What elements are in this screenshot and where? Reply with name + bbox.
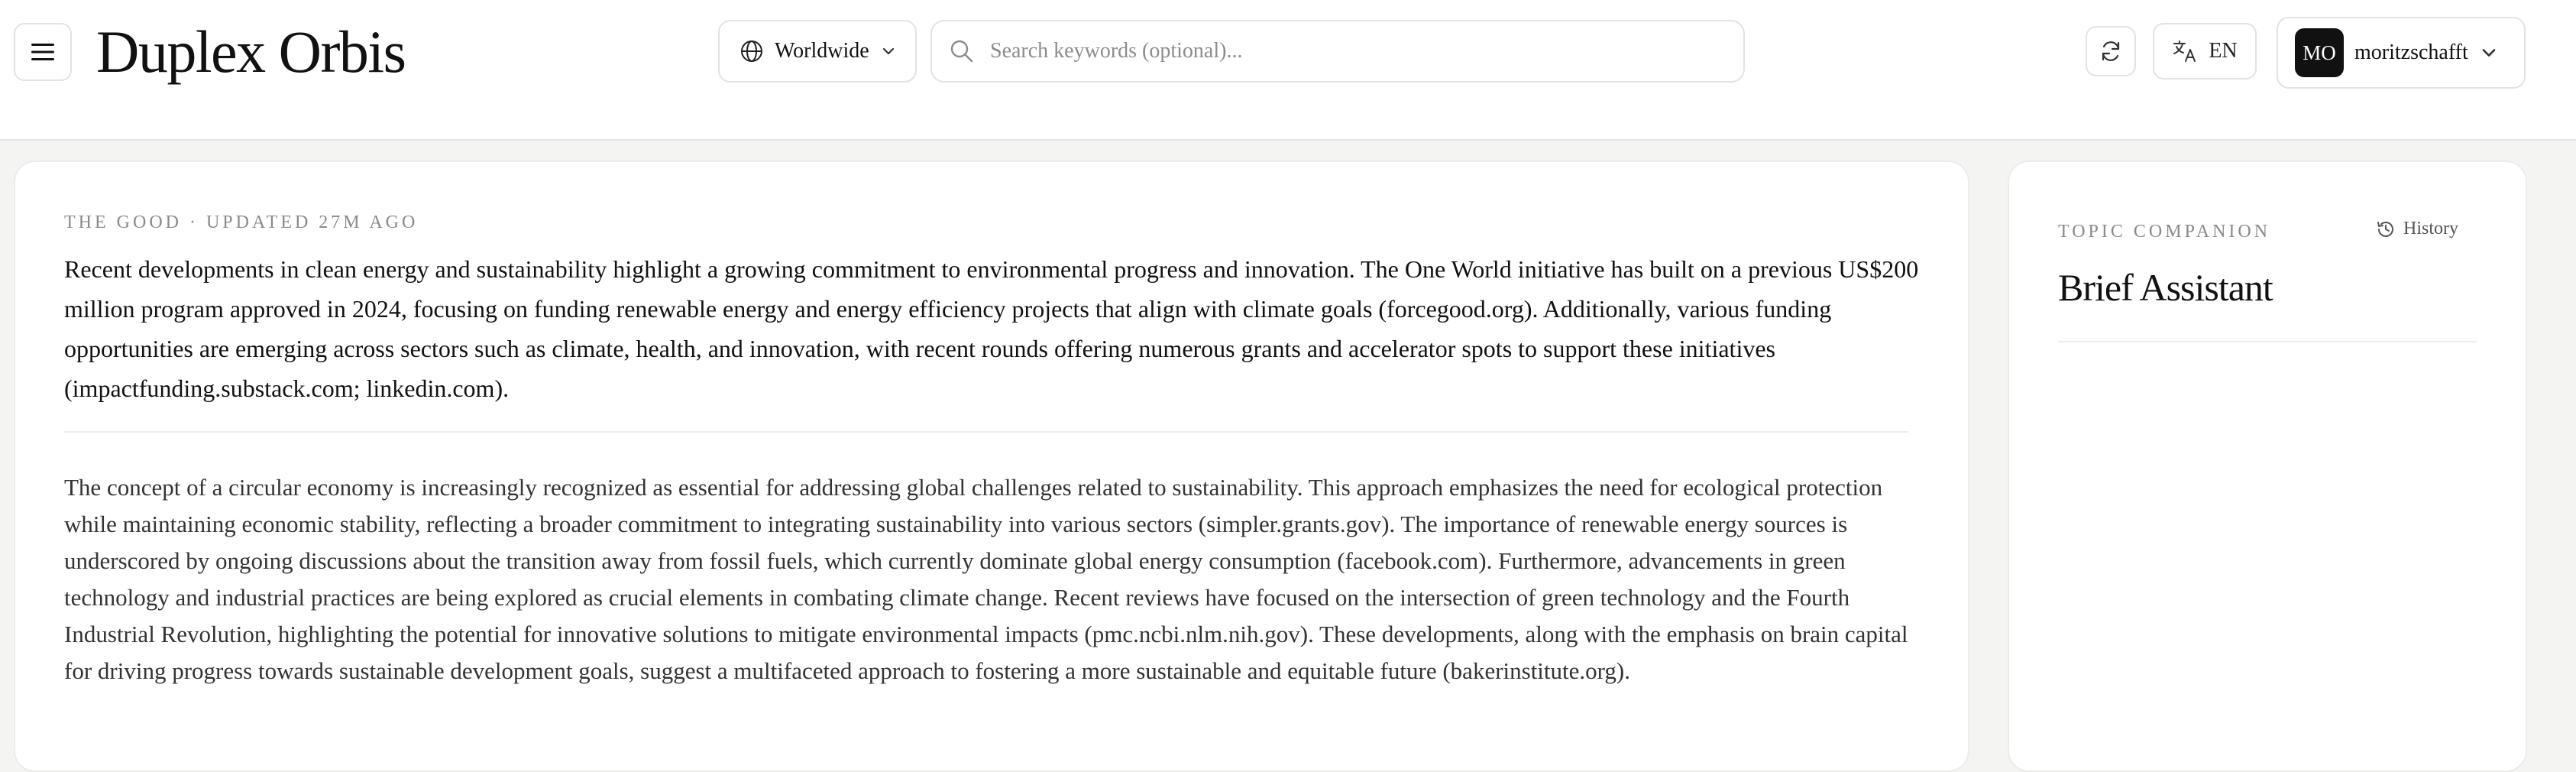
topic-companion-panel — [2008, 161, 2527, 772]
search-icon — [949, 38, 975, 64]
app-title: Duplex Orbis — [96, 18, 406, 85]
chevron-down-icon — [2479, 43, 2499, 63]
menu-button[interactable] — [14, 23, 72, 81]
divider — [64, 431, 1908, 433]
brief-meta: THE GOOD · UPDATED 27M AGO — [64, 212, 419, 232]
refresh-button[interactable] — [2086, 26, 2136, 76]
divider — [2058, 341, 2477, 342]
region-label: Worldwide — [775, 39, 869, 63]
assistant-title: Brief Assistant — [2058, 266, 2273, 309]
history-label: History — [2403, 219, 2458, 238]
region-select[interactable] — [718, 20, 917, 83]
history-button[interactable] — [2376, 219, 2458, 239]
brief-summary: Recent developments in clean energy and sustainability highlight a growing commitment to environmental progress and innovation. The One World initiative has built on a previous US$200 million program approved in 2024, focusing on funding renewable energy and energy efficiency projects that align with climate goals (forcegood.org). Additionally, various funding opportunities are emerging across sectors such as climate, health, and innovation, with recent rounds offering numerous grants and accelerator spots to support these initiatives (impactfunding.substack.com; linkedin.com). — [64, 255, 1919, 402]
brief-card — [14, 161, 1969, 772]
history-icon — [2376, 219, 2396, 239]
chevron-down-icon — [880, 43, 897, 60]
top-header — [0, 0, 2576, 141]
language-label: EN — [2209, 39, 2238, 63]
brief-detail: The concept of a circular economy is increasingly recognized as essential for addressing global challenges related to sustainability. This approach emphasizes the need for ecological protection while maintaining economic stability, reflecting a broader commitment to integrating sustainability into various sectors (simpler.grants.gov). The importance of renewable energy sources is underscored by ongoing discussions about the transition away from fossil fuels, which currently dominate global energy consumption (facebook.com). Furthermore, advancements in green technology and industrial practices are being explored as crucial elements in combating climate change. Recent reviews have focused on the intersection of green technology and the Fourth Industrial Revolution, highlighting the potential for innovative solutions to mitigate environmental impacts (pmc.ncbi.nlm.nih.gov). These developments, along with the emphasis on brain capital for driving progress towards sustainable development goals, suggest a multifaceted approach to fostering a more sustainable and equitable future (bakerinstitute.org). — [64, 474, 1908, 684]
search-bar[interactable] — [930, 20, 1745, 83]
menu-icon — [30, 41, 56, 63]
username: moritzschafft — [2354, 41, 2468, 64]
refresh-icon — [2099, 39, 2123, 63]
globe-icon — [739, 39, 764, 63]
translate-icon — [2172, 39, 2198, 63]
search-input[interactable] — [990, 39, 1723, 63]
language-button[interactable] — [2153, 23, 2257, 79]
companion-label: TOPIC COMPANION — [2058, 222, 2271, 242]
user-menu-button[interactable] — [2277, 17, 2526, 89]
avatar: MO — [2295, 28, 2344, 77]
